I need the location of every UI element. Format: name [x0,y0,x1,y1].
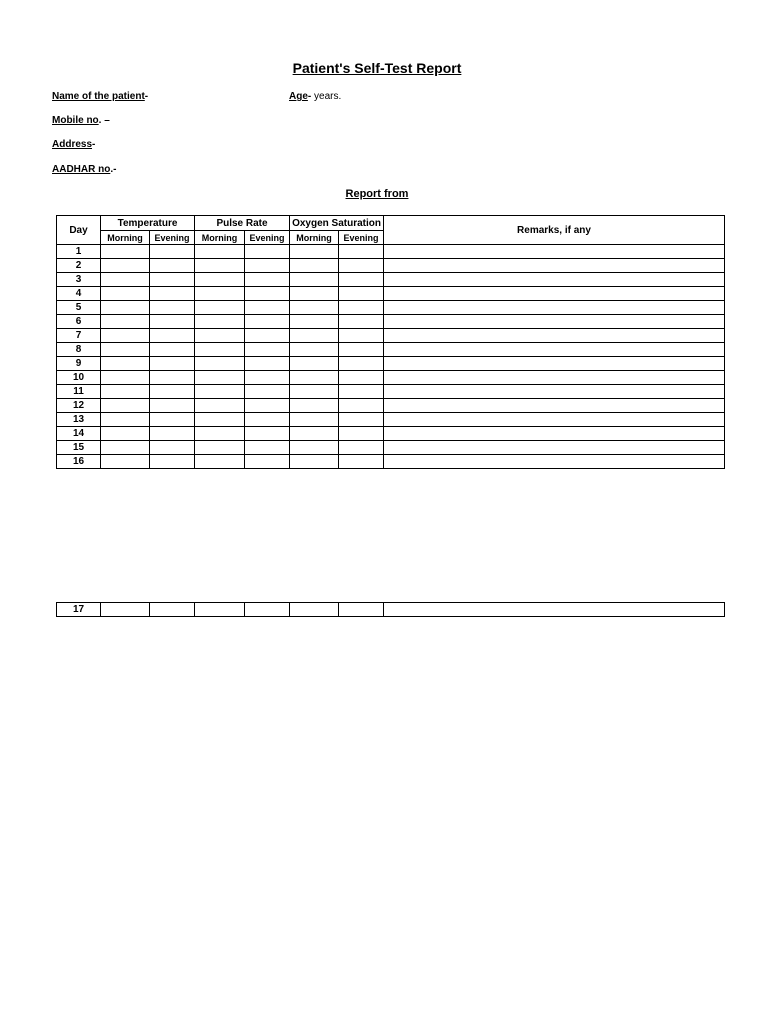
table-row [57,413,725,427]
table-row [57,441,725,455]
pulse-morning-cell [195,329,245,343]
pulse-morning-cell [195,301,245,315]
temperature-morning-cell [101,603,150,617]
day-number: 10 [57,371,101,385]
temperature-evening-cell [150,427,195,441]
oxygen-morning-header: Morning [290,231,339,245]
day-number: 8 [57,343,101,357]
remarks-cell [384,357,725,371]
age-unit: years. [311,91,342,102]
oxygen-morning-cell [290,301,339,315]
oxygen-morning-cell [290,455,339,469]
temperature-morning-cell [101,413,150,427]
pulse-evening-cell [245,315,290,329]
temperature-morning-cell [101,315,150,329]
pulse-morning-header: Morning [195,231,245,245]
table-row [57,399,725,413]
patient-name-field [52,91,148,102]
day-number: 13 [57,413,101,427]
pulse-morning-cell [195,399,245,413]
pulse-morning-cell [195,455,245,469]
day-number: 5 [57,301,101,315]
temperature-morning-cell [101,245,150,259]
age-field [289,91,341,102]
table-row [57,455,725,469]
oxygen-evening-cell [339,343,384,357]
oxygen-evening-cell [339,287,384,301]
oxygen-evening-cell [339,315,384,329]
oxygen-evening-cell [339,603,384,617]
oxygen-morning-cell [290,245,339,259]
oxygen-morning-cell [290,315,339,329]
table-row [57,357,725,371]
temperature-morning-cell [101,301,150,315]
pulse-evening-cell [245,273,290,287]
pulse-evening-cell [245,259,290,273]
oxygen-saturation-header: Oxygen Saturation [290,216,384,231]
temperature-evening-cell [150,441,195,455]
table-row [57,385,725,399]
temperature-evening-cell [150,273,195,287]
temperature-morning-cell [101,273,150,287]
oxygen-morning-cell [290,287,339,301]
pulse-morning-cell [195,385,245,399]
oxygen-morning-cell [290,399,339,413]
report-title: Patient's Self-Test Report [292,60,462,76]
mobile-separator: . – [98,115,110,126]
self-test-table [56,215,725,469]
pulse-morning-cell [195,357,245,371]
temperature-evening-header: Evening [150,231,195,245]
pulse-morning-cell [195,413,245,427]
temperature-morning-cell [101,287,150,301]
patient-name-label: Name of the patient [52,91,145,102]
temperature-evening-cell [150,245,195,259]
day-number: 1 [57,245,101,259]
temperature-evening-cell [150,259,195,273]
temperature-morning-cell [101,357,150,371]
day-number: 9 [57,357,101,371]
pulse-evening-cell [245,245,290,259]
temperature-morning-cell [101,385,150,399]
report-from-heading: Report from [345,188,409,200]
temperature-evening-cell [150,301,195,315]
oxygen-evening-cell [339,455,384,469]
temperature-evening-cell [150,329,195,343]
day-number: 11 [57,385,101,399]
oxygen-evening-cell [339,427,384,441]
remarks-cell [384,287,725,301]
oxygen-evening-cell [339,385,384,399]
temperature-evening-cell [150,455,195,469]
day-header: Day [57,216,101,245]
oxygen-morning-cell [290,259,339,273]
address-label: Address [52,139,93,150]
pulse-morning-cell [195,371,245,385]
oxygen-morning-cell [290,427,339,441]
temperature-evening-cell [150,343,195,357]
pulse-morning-cell [195,343,245,357]
pulse-evening-cell [245,603,290,617]
pulse-morning-cell [195,427,245,441]
pulse-evening-cell [245,287,290,301]
pulse-evening-cell [245,357,290,371]
pulse-evening-cell [245,455,290,469]
pulse-morning-cell [195,441,245,455]
temperature-morning-cell [101,259,150,273]
remarks-cell [384,371,725,385]
temperature-morning-cell [101,441,150,455]
age-separator: - [307,91,312,102]
address-separator: - [92,139,96,150]
oxygen-morning-cell [290,413,339,427]
oxygen-morning-cell [290,385,339,399]
pulse-morning-cell [195,603,245,617]
self-test-table-continued [56,602,725,617]
temperature-morning-cell [101,399,150,413]
oxygen-morning-cell [290,441,339,455]
remarks-cell [384,427,725,441]
table-body-continued [57,603,725,617]
temperature-morning-cell [101,343,150,357]
day-number: 16 [57,455,101,469]
remarks-cell [384,315,725,329]
oxygen-morning-cell [290,371,339,385]
oxygen-evening-cell [339,245,384,259]
oxygen-evening-cell [339,273,384,287]
temperature-evening-cell [150,371,195,385]
remarks-cell [384,343,725,357]
remarks-cell [384,259,725,273]
day-number: 12 [57,399,101,413]
remarks-cell [384,385,725,399]
temperature-morning-cell [101,455,150,469]
remarks-cell [384,413,725,427]
day-number: 14 [57,427,101,441]
pulse-morning-cell [195,259,245,273]
remarks-cell [384,399,725,413]
pulse-evening-cell [245,441,290,455]
aadhar-separator: .- [110,164,117,175]
remarks-cell [384,603,725,617]
mobile-field [52,115,110,126]
oxygen-evening-cell [339,441,384,455]
table-row [57,427,725,441]
day-number: 6 [57,315,101,329]
temperature-morning-cell [101,329,150,343]
aadhar-label: AADHAR no [52,164,111,175]
temperature-evening-cell [150,385,195,399]
pulse-evening-cell [245,399,290,413]
remarks-cell [384,245,725,259]
pulse-evening-cell [245,385,290,399]
remarks-cell [384,441,725,455]
oxygen-evening-cell [339,413,384,427]
temperature-morning-cell [101,371,150,385]
pulse-evening-cell [245,343,290,357]
pulse-evening-header: Evening [245,231,290,245]
oxygen-evening-cell [339,371,384,385]
day-number: 4 [57,287,101,301]
table-row [57,371,725,385]
temperature-evening-cell [150,603,195,617]
pulse-rate-header: Pulse Rate [195,216,290,231]
age-label: Age [289,91,308,102]
remarks-cell [384,455,725,469]
oxygen-evening-cell [339,259,384,273]
oxygen-evening-cell [339,329,384,343]
temperature-morning-header: Morning [101,231,150,245]
table-row [57,245,725,259]
oxygen-morning-cell [290,603,339,617]
aadhar-field [52,164,116,175]
temperature-morning-cell [101,427,150,441]
table-header-row [57,216,725,231]
temperature-evening-cell [150,287,195,301]
oxygen-morning-cell [290,329,339,343]
remarks-cell [384,329,725,343]
temperature-evening-cell [150,357,195,371]
pulse-morning-cell [195,287,245,301]
day-number: 3 [57,273,101,287]
address-field [52,139,95,150]
pulse-morning-cell [195,245,245,259]
day-number: 17 [57,603,101,617]
pulse-morning-cell [195,315,245,329]
table-row [57,273,725,287]
pulse-evening-cell [245,427,290,441]
table-row [57,603,725,617]
table-row [57,301,725,315]
pulse-evening-cell [245,413,290,427]
day-number: 7 [57,329,101,343]
oxygen-morning-cell [290,343,339,357]
pulse-evening-cell [245,329,290,343]
pulse-evening-cell [245,301,290,315]
temperature-header: Temperature [101,216,195,231]
oxygen-evening-header: Evening [339,231,384,245]
temperature-evening-cell [150,413,195,427]
pulse-evening-cell [245,371,290,385]
table-row [57,315,725,329]
patient-name-separator: - [144,91,149,102]
oxygen-evening-cell [339,399,384,413]
table-row [57,329,725,343]
table-row [57,259,725,273]
table-body [57,245,725,469]
oxygen-morning-cell [290,273,339,287]
oxygen-morning-cell [290,357,339,371]
day-number: 2 [57,259,101,273]
temperature-evening-cell [150,399,195,413]
oxygen-evening-cell [339,357,384,371]
table-row [57,343,725,357]
oxygen-evening-cell [339,301,384,315]
remarks-header: Remarks, if any [384,216,725,245]
pulse-morning-cell [195,273,245,287]
remarks-cell [384,273,725,287]
table-row [57,287,725,301]
temperature-evening-cell [150,315,195,329]
remarks-cell [384,301,725,315]
mobile-label: Mobile no [52,115,99,126]
day-number: 15 [57,441,101,455]
